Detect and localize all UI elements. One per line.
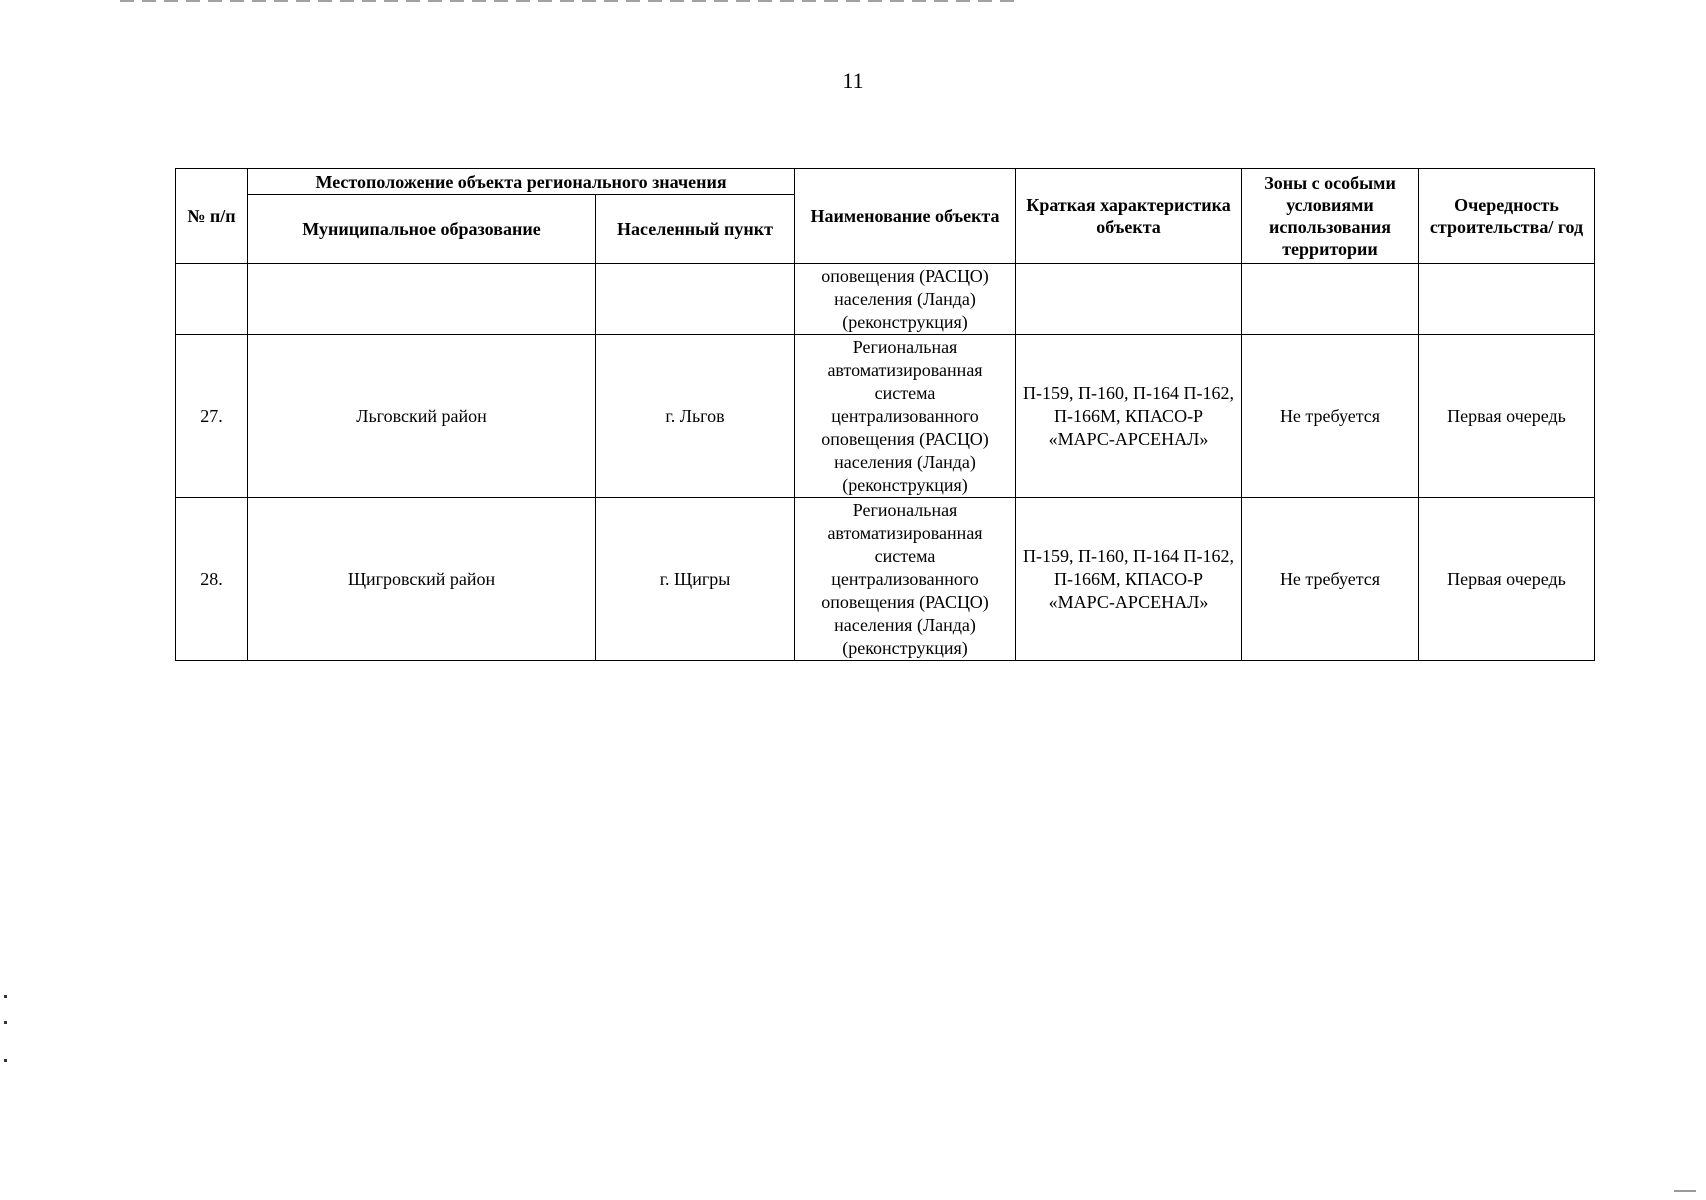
table-row: [176, 335, 1595, 498]
header-object-name: Наименование объекта: [795, 169, 1016, 264]
page-number: 11: [842, 68, 864, 93]
cell-settlement: [596, 264, 795, 335]
cell-num: 28.: [176, 498, 248, 661]
cell-object-name: оповещения (РАСЦО) населения (Ланда) (реконструкция): [795, 264, 1016, 335]
header-settlement: Населенный пункт: [596, 195, 795, 264]
objects-table: [175, 168, 1595, 661]
binding-marks: [4, 995, 8, 1065]
cell-object-name: Региональная автоматизированная система централизованного оповещения (РАСЦО) населения (Ланда) (реконструкция): [795, 498, 1016, 661]
cell-characteristics: П-159, П-160, П-164 П-162, П-166М, КПАСО-Р «МАРС-АРСЕНАЛ»: [1016, 498, 1242, 661]
corner-mark: [1674, 1190, 1696, 1192]
header-row: [176, 169, 1595, 195]
cell-zones: Не требуется: [1242, 335, 1419, 498]
cell-priority: Первая очередь: [1419, 335, 1595, 498]
cell-zones: [1242, 264, 1419, 335]
header-characteristics: Краткая характеристика объекта: [1016, 169, 1242, 264]
header-num: № п/п: [176, 169, 248, 264]
cell-priority: Первая очередь: [1419, 498, 1595, 661]
cell-characteristics: П-159, П-160, П-164 П-162, П-166М, КПАСО-Р «МАРС-АРСЕНАЛ»: [1016, 335, 1242, 498]
cell-num: 27.: [176, 335, 248, 498]
cell-priority: [1419, 264, 1595, 335]
header-zones: Зоны с особыми условиями использования территории: [1242, 169, 1419, 264]
cell-municipality: Льговский район: [248, 335, 596, 498]
cell-municipality: [248, 264, 596, 335]
header-municipality: Муниципальное образование: [248, 195, 596, 264]
header-priority: Очередность строительства/ год: [1419, 169, 1595, 264]
cell-settlement: г. Льгов: [596, 335, 795, 498]
header-location-group: Местоположение объекта регионального значения: [248, 169, 795, 195]
cell-settlement: г. Щигры: [596, 498, 795, 661]
cell-object-name: Региональная автоматизированная система централизованного оповещения (РАСЦО) населения (Ланда) (реконструкция): [795, 335, 1016, 498]
cell-characteristics: [1016, 264, 1242, 335]
scan-edge-artifact: [120, 0, 1020, 2]
cell-num: [176, 264, 248, 335]
table-row: [176, 498, 1595, 661]
table-row-continuation: [176, 264, 1595, 335]
cell-zones: Не требуется: [1242, 498, 1419, 661]
cell-municipality: Щигровский район: [248, 498, 596, 661]
